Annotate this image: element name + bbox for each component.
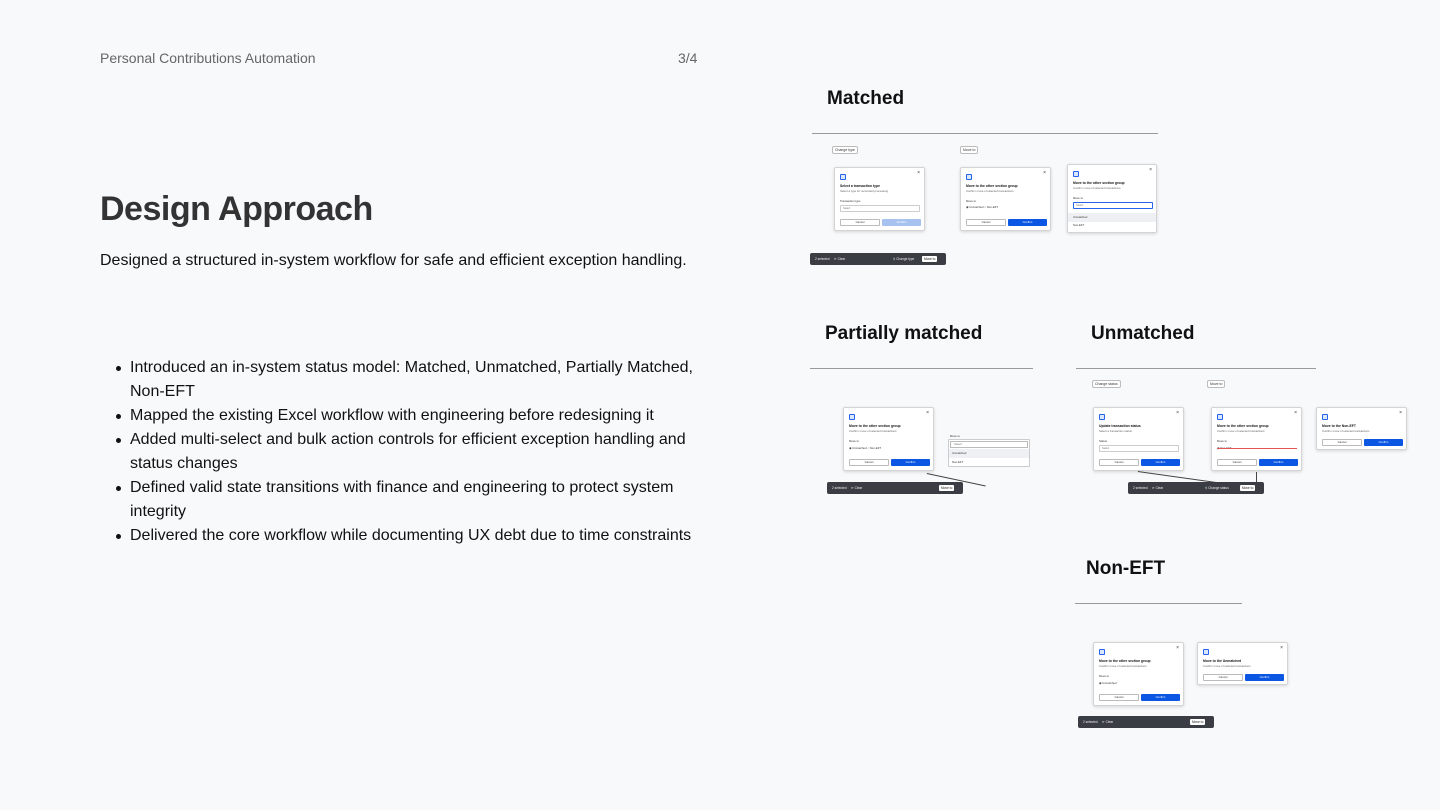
- cancel-button[interactable]: Cancel: [840, 219, 880, 226]
- move-dialog: [960, 167, 1051, 231]
- bullet-item: Delivered the core workflow while documenting UX debt due to time constraints: [100, 524, 700, 548]
- close-icon[interactable]: ×: [1399, 410, 1402, 416]
- cancel-button[interactable]: Cancel: [966, 219, 1006, 226]
- lead-paragraph: Designed a structured in-system workflow for safe and efficient exception handling.: [100, 252, 687, 269]
- move-dropdown-dialog: [1067, 164, 1157, 233]
- clear-label: Clear: [854, 486, 863, 490]
- confirm-button[interactable]: Confirm: [1245, 674, 1284, 681]
- clear-button[interactable]: ⟳ Clear: [834, 257, 846, 261]
- section-title-unmatched: Unmatched: [1091, 323, 1195, 344]
- confirm-button[interactable]: Confirm: [1141, 459, 1180, 466]
- dialog-title: Move to the Non-EFT: [1322, 424, 1356, 428]
- field-label: Move to: [1099, 674, 1109, 678]
- move-select[interactable]: Select: [1073, 202, 1153, 209]
- dropdown-select[interactable]: Select: [950, 441, 1028, 448]
- section-title-partially-matched: Partially matched: [825, 323, 983, 344]
- radio-unmatched[interactable]: ◉ Unmatched: [1099, 681, 1117, 685]
- page-number: 3/4: [678, 50, 698, 66]
- confirm-button[interactable]: Confirm: [882, 219, 921, 226]
- selected-count: 2 selected: [1133, 486, 1148, 490]
- selected-count: 2 selected: [815, 257, 830, 261]
- bulk-action-bar: [810, 253, 946, 265]
- move-dialog: [1211, 407, 1302, 471]
- close-icon[interactable]: ×: [1176, 410, 1179, 416]
- dialog-title: Move to the other section group: [849, 424, 901, 428]
- dialog-icon: [966, 174, 972, 180]
- strike-line: [1217, 448, 1297, 449]
- move-to-button[interactable]: Move to: [924, 257, 936, 261]
- cancel-button[interactable]: Cancel: [849, 459, 889, 466]
- dialog-icon: [1217, 414, 1223, 420]
- clear-button[interactable]: ⟳ Clear: [1152, 486, 1164, 490]
- cancel-button[interactable]: Cancel: [1322, 439, 1362, 446]
- change-status-button[interactable]: ⚲ Change status: [1205, 486, 1229, 490]
- option-noneft[interactable]: Non-EFT: [1073, 223, 1085, 227]
- radio-unmatched[interactable]: ◉ Unmatched ○ Non-EFT: [849, 446, 882, 450]
- field-label: Move to: [1073, 196, 1083, 200]
- change-type-button[interactable]: ⚲ Change type: [893, 257, 915, 261]
- dropdown-label: Move to: [950, 434, 960, 438]
- field-label: Transaction type: [840, 199, 861, 203]
- radio-label: Unmatched: [852, 446, 867, 450]
- confirm-button[interactable]: Confirm: [1141, 694, 1180, 701]
- dialog-title: Move to the other section group: [966, 184, 1018, 188]
- bulk-action-bar: [1078, 716, 1214, 728]
- move-to-chip[interactable]: Move to: [960, 146, 978, 154]
- dialog-icon: [849, 414, 855, 420]
- section-divider: [810, 368, 1033, 369]
- cancel-button[interactable]: Cancel: [1217, 459, 1257, 466]
- change-type-label: Change type: [896, 257, 915, 261]
- move-dialog: [1093, 642, 1184, 706]
- dialog-subtitle: Confirm move of selected transactions: [1099, 664, 1147, 668]
- dialog-icon: [1203, 649, 1209, 655]
- dialog-title: Move to the other section group: [1099, 659, 1151, 663]
- section-divider: [1076, 368, 1316, 369]
- field-label: Status: [1099, 439, 1107, 443]
- field-label: Move to: [849, 439, 859, 443]
- bullet-item: Introduced an in-system status model: Matched, Unmatched, Partially Matched, Non-EFT: [100, 356, 700, 404]
- section-divider: [1075, 603, 1242, 604]
- bulk-action-bar: [1128, 482, 1264, 494]
- cancel-button[interactable]: Cancel: [1099, 694, 1139, 701]
- clear-button[interactable]: ⟳ Clear: [1102, 720, 1114, 724]
- dialog-subtitle: Confirm move of selected transactions: [849, 429, 897, 433]
- option-unmatched[interactable]: Unmatched: [1068, 213, 1156, 222]
- dialog-icon: [840, 174, 846, 180]
- status-select[interactable]: Select: [1099, 445, 1179, 452]
- move-noneft-dialog: [1316, 407, 1407, 450]
- radio-label: Unmatched: [969, 205, 984, 209]
- section-title-noneft: Non-EFT: [1086, 558, 1166, 579]
- close-icon[interactable]: ×: [1280, 645, 1283, 651]
- dialog-title: Move to the Unmatched: [1203, 659, 1242, 663]
- clear-label: Clear: [837, 257, 846, 261]
- move-to-button[interactable]: Move to: [1192, 720, 1204, 724]
- dialog-title: Update transaction status: [1099, 424, 1141, 428]
- dialog-icon: [1073, 171, 1079, 177]
- dialog-icon: [1099, 649, 1105, 655]
- bullet-item: Defined valid state transitions with finance and engineering to protect system integrity: [100, 476, 700, 524]
- dialog-subtitle: Confirm move of selected transactions: [1217, 429, 1265, 433]
- dialog-icon: [1322, 414, 1328, 420]
- move-to-button[interactable]: Move to: [1242, 486, 1254, 490]
- close-icon[interactable]: ×: [1149, 167, 1152, 173]
- field-label: Move to: [966, 199, 976, 203]
- section-divider: [812, 133, 1158, 134]
- confirm-button[interactable]: Confirm: [1259, 459, 1298, 466]
- dialog-subtitle: Confirm move of selected transactions: [966, 189, 1014, 193]
- bullet-item: Added multi-select and bulk action controls for efficient exception handling and status changes: [100, 428, 700, 476]
- update-status-dialog: [1093, 407, 1184, 471]
- bullet-list: [100, 356, 700, 548]
- radio-label: Non-EFT: [869, 446, 882, 450]
- dialog-subtitle: Confirm move of selected transactions: [1073, 186, 1121, 190]
- clear-label: Clear: [1155, 486, 1164, 490]
- change-status-chip[interactable]: Change status: [1092, 380, 1121, 388]
- radio-unmatched[interactable]: ◉ Unmatched ○ Non-EFT: [966, 205, 999, 209]
- confirm-button[interactable]: Confirm: [1008, 219, 1047, 226]
- close-icon[interactable]: ×: [917, 170, 920, 176]
- select-type-dialog: [834, 167, 925, 231]
- flow-arrow: [1256, 472, 1257, 482]
- dialog-subtitle: Select a transaction status: [1099, 429, 1132, 433]
- clear-button[interactable]: ⟳ Clear: [851, 486, 863, 490]
- move-dialog: [843, 407, 934, 471]
- option-unmatched[interactable]: Unmatched: [949, 449, 1029, 458]
- change-status-label: Change status: [1208, 486, 1229, 490]
- field-label: Move to: [1217, 439, 1227, 443]
- radio-label: Unmatched: [1102, 681, 1117, 685]
- move-to-button[interactable]: Move to: [941, 486, 953, 490]
- change-type-chip[interactable]: Change type: [832, 146, 858, 154]
- cancel-button[interactable]: Cancel: [1203, 674, 1243, 681]
- close-icon[interactable]: ×: [1043, 170, 1046, 176]
- type-select[interactable]: Select: [840, 205, 920, 212]
- close-icon[interactable]: ×: [1176, 645, 1179, 651]
- bulk-action-bar: [827, 482, 963, 494]
- dialog-icon: [1099, 414, 1105, 420]
- cancel-button[interactable]: Cancel: [1099, 459, 1139, 466]
- move-dropdown[interactable]: [948, 439, 1030, 467]
- dialog-title: Move to the other section group: [1073, 181, 1125, 185]
- confirm-button[interactable]: Confirm: [1364, 439, 1403, 446]
- dialog-subtitle: Confirm move of selected transactions: [1203, 664, 1251, 668]
- dialog-title: Move to the other section group: [1217, 424, 1269, 428]
- dialog-subtitle: Select a type for reconciled processing: [840, 189, 889, 193]
- close-icon[interactable]: ×: [1294, 410, 1297, 416]
- radio-label: Non-EFT: [986, 205, 999, 209]
- page-heading: Design Approach: [100, 190, 373, 228]
- clear-label: Clear: [1105, 720, 1114, 724]
- move-unmatched-dialog: [1197, 642, 1288, 685]
- bullet-item: Mapped the existing Excel workflow with engineering before redesigning it: [100, 404, 700, 428]
- dialog-title: Select a transaction type: [840, 184, 880, 188]
- selected-count: 2 selected: [1083, 720, 1098, 724]
- selected-count: 2 selected: [832, 486, 847, 490]
- close-icon[interactable]: ×: [926, 410, 929, 416]
- dialog-subtitle: Confirm move of selected transactions: [1322, 429, 1370, 433]
- section-title-matched: Matched: [827, 88, 905, 109]
- option-noneft[interactable]: Non-EFT: [952, 460, 964, 464]
- move-to-chip[interactable]: Move to: [1207, 380, 1225, 388]
- confirm-button[interactable]: Confirm: [891, 459, 930, 466]
- document-title: Personal Contributions Automation: [100, 50, 316, 66]
